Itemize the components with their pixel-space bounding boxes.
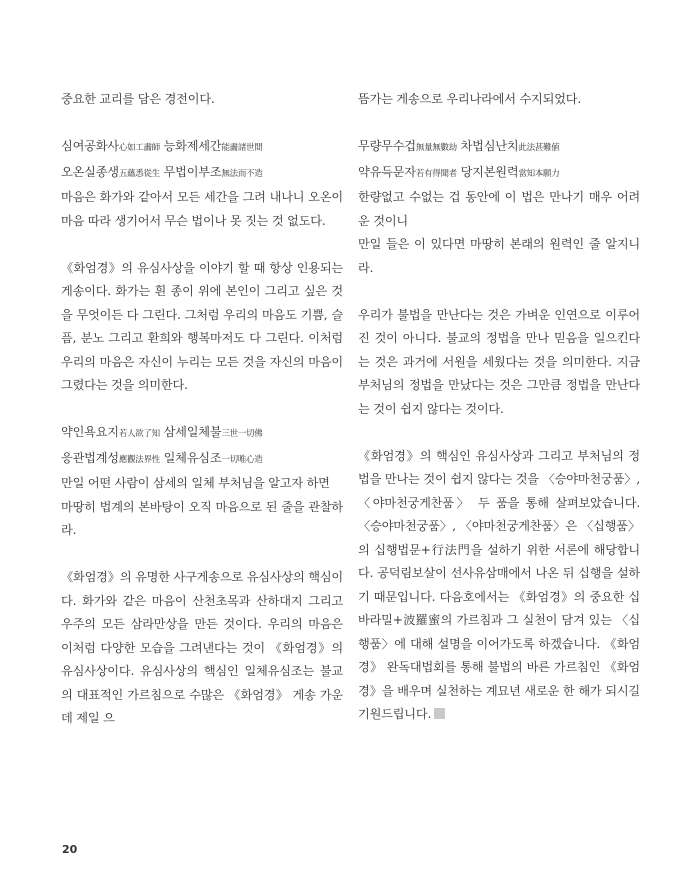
verse-block [358,135,640,280]
verse-translation: 마땅히 법계의 본바탕이 오직 마음으로 된 줄을 관찰하라. [61,499,343,537]
paragraph: 우리가 불법을 만난다는 것은 가벼운 인연으로 이루어진 것이 아니다. 불교의 정법을 만나 믿음을 일으킨다는 것은 과거에 서원을 세웠다는 것을 의미한다. 지금 부처님의 정법을 만났다는 것은 그만큼 정법을 만난다는 것이 쉽지 않다는 것이다. [358,307,640,416]
paragraph: 뜸가는 게송으로 우리나라에서 수지되었다. [358,92,582,106]
verse-block [61,135,343,233]
verse-translation: 만일 들은 이 있다면 마땅히 본래의 원력인 줄 알지니라. [358,237,640,275]
page-number: 20 [62,843,78,856]
paragraph: 《화엄경》의 유명한 사구게송으로 유심사상의 핵심이다. 화가와 같은 마음이 산천초목과 산하대지 그리고 우주의 모든 삼라만상을 만든 것이다. 우리의 마음은 이처럼 다양한 모습을 그려낸다는 것이 《화엄경》의 유심사상이다. 유심사상의 핵심인 일체유심조는 불교의 대표적인 가르침으로 수많은 《화엄경》 게송 가운데 제일 으 [61,570,343,725]
verse-block [61,421,343,543]
end-mark-icon [434,708,445,719]
verse-line: 심여공화사心如工畵師 능화제세간能畵諸世間 [61,139,263,153]
verse-line: 약유득문자若有得聞者 당지본원력當知本願力 [358,164,560,179]
paragraph-text: 《화엄경》의 핵심인 유심사상과 그리고 부처님의 정법을 만나는 것이 쉽지 않다는 것을 〈승야마천궁품〉, 〈야마천궁게찬품〉 두 품을 통해 살펴보았습니다. 〈승야마천궁품〉, 〈야마천궁게찬품〉은 〈십행품〉의 십행법문+行法門을 설하기 위한 서론에 해당합니다. 공덕림보살이 선사유삼매에서 나온 뒤 십행을 설하기 때문입니다. 다음호에서는 《화엄경》의 중요한 십바라밀+波羅蜜의 가르침과 그 실천이 담겨 있는 〈십행품〉에 대해 설명을 이어가도록 하겠습니다. 《화엄경》 완독대법회를 통해 불법의 바른 가르침인 《화엄경》을 배우며 실천하는 계묘년 새로운 한 해가 되시길 기원드립니다. [358,448,640,721]
verse-translation: 한량없고 수없는 겁 동안에 이 법은 만나기 매우 어려운 것이니 [358,190,640,228]
right-column [358,88,640,750]
verse-translation: 만일 어떤 사람이 삼세의 일체 부처님을 알고자 하면 [61,476,330,490]
paragraph [358,445,640,727]
verse-line: 약인욕요지若人欲了知 삼세일체불三世一切佛 [61,425,263,439]
verse-line: 응관법계성應觀法界性 일체유심조一切唯心造 [61,450,263,465]
paragraph: 《화엄경》의 유심사상을 이야기 할 때 항상 인용되는 게송이다. 화가는 흰 종이 위에 본인이 그리고 싶은 것을 무엇이든 다 그린다. 그처럼 우리의 마음도 기쁨, 슬픔, 분노 그리고 환희와 행복마저도 다 그린다. 이처럼 우리의 마음은 자신이 누리는 모든 것을 자신의 마음이 그렸다는 것을 의미한다. [61,260,343,392]
verse-translation: 마음은 화가와 같아서 모든 세간을 그려 내나니 오온이 마음 따라 생기어서 무슨 법이나 못 짓는 것 없도다. [61,190,343,228]
verse-line: 무량무수겁無量無數劫 차법심난치此法甚難値 [358,139,560,153]
paragraph: 중요한 교리를 담은 경전이다. [61,92,215,106]
verse-line: 오온실종생五蘊悉從生 무법이부조無法而不造 [61,164,263,179]
left-column [61,88,343,754]
